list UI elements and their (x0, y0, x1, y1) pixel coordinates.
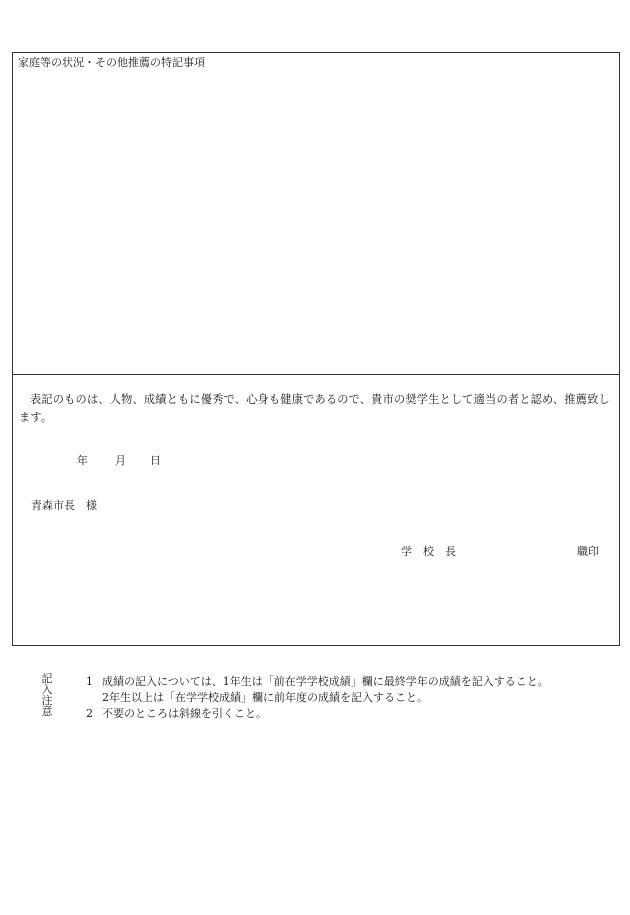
entry-notes-label (41, 673, 53, 717)
entry-notes-label-char: 入 (41, 683, 53, 696)
note-2-number: 2 (86, 707, 93, 720)
note-1-number: 1 (86, 675, 93, 688)
date-month-label: 月 (115, 454, 126, 467)
date-year-label: 年 (77, 454, 88, 467)
note-1-continued-text: 2年生以上は「在学学校成績」欄に前年度の成績を記入すること。 (102, 691, 428, 704)
addressee: 青森市長 様 (31, 499, 97, 512)
official-seal-label: 職印 (577, 545, 599, 558)
entry-notes-label-char: 記 (41, 672, 53, 685)
principal-label: 学 校 長 (401, 545, 456, 558)
note-1-text: 成績の記入については、1年生は「前在学学校成績」欄に最終学年の成績を記入すること。 (102, 675, 549, 688)
special-notes-heading: 家庭等の状況・その他推薦の特記事項 (18, 56, 205, 69)
recommendation-statement: 表記のものは、人物、成績ともに優秀で、心身も健康であるので、貴市の奨学生として適当の者と認め、推薦致します。 (19, 393, 610, 424)
note-2-text: 不要のところは斜線を引くこと。 (102, 707, 267, 720)
entry-notes-label-char: 意 (41, 705, 53, 718)
entry-notes-label-char: 注 (41, 694, 53, 707)
recommendation-box (12, 374, 620, 646)
special-notes-box (12, 52, 620, 375)
date-day-label: 日 (150, 454, 161, 467)
